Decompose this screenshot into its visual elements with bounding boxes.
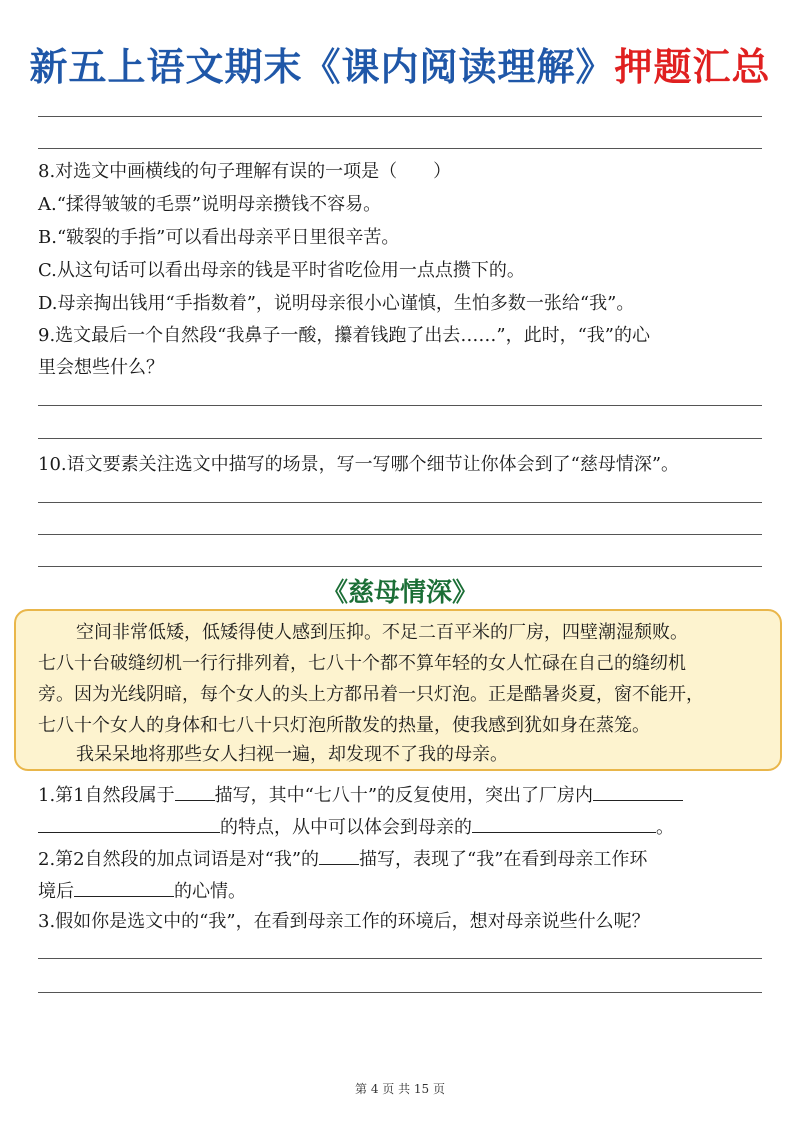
q8-option-d: D.母亲掏出钱用“手指数着”，说明母亲很小心谨慎，生怕多数一张给“我”。: [38, 293, 635, 314]
q2-text-d: 的心情。: [174, 881, 246, 902]
q1-line2: [38, 814, 674, 840]
q8-option-c: C.从这句话可以看出母亲的钱是平时省吃俭用一点点攒下的。: [38, 260, 525, 281]
answer-line[interactable]: [38, 566, 762, 567]
q9-stem-line1: 9.选文最后一个自然段“我鼻子一酸，攥着钱跑了出去……”，此时，“我”的心: [38, 325, 650, 346]
passage-line: 七八十个女人的身体和七八十只灯泡所散发的热量，使我感到犹如身在蒸笼。: [38, 715, 650, 736]
fill-blank[interactable]: [175, 782, 215, 801]
answer-line[interactable]: [38, 992, 762, 993]
q2-text-c: 境后: [38, 881, 74, 902]
passage-box: [14, 609, 782, 771]
q1-text-b: 描写，其中“七八十”的反复使用，突出了厂房内: [214, 785, 594, 806]
q1-text-d: 。: [656, 817, 674, 838]
answer-line[interactable]: [38, 502, 762, 503]
fill-blank[interactable]: [472, 814, 656, 833]
q2-text-b: 描写，表现了“我”在看到母亲工作环: [359, 849, 648, 870]
q2-text-a: 2.第2自然段的加点词语是对“我”的: [38, 849, 320, 870]
q9-stem-line2: 里会想些什么？: [38, 357, 164, 378]
q1-line1: [38, 782, 683, 808]
q2-line2: [38, 878, 246, 904]
q3-stem: 3.假如你是选文中的“我”，在看到母亲工作的环境后，想对母亲说些什么呢？: [38, 911, 650, 932]
answer-line[interactable]: [38, 116, 762, 117]
passage-line: 七八十台破缝纫机一行行排列着，七八十个都不算年轻的女人忙碌在自己的缝纫机: [38, 653, 686, 674]
q1-text-c: 的特点，从中可以体会到母亲的: [220, 817, 472, 838]
title-part-summary: 押题汇总: [614, 45, 771, 89]
page-title: [0, 36, 800, 91]
answer-line[interactable]: [38, 405, 762, 406]
passage-line: 旁。因为光线阴暗，每个女人的头上方都吊着一只灯泡。正是酷暑炎夏，窗不能开，: [38, 684, 704, 705]
fill-blank[interactable]: [593, 782, 683, 801]
passage-title: 《慈母情深》: [321, 578, 478, 608]
q8-option-a: A.“揉得皱皱的毛票”说明母亲攒钱不容易。: [38, 194, 382, 215]
q8-stem: 8.对选文中画横线的句子理解有误的一项是（ ）: [38, 161, 452, 182]
passage-line: 空间非常低矮，低矮得使人感到压抑。不足二百平米的厂房，四壁潮湿颓败。: [76, 622, 688, 643]
q8-option-b: B.“皲裂的手指”可以看出母亲平日里很辛苦。: [38, 227, 400, 248]
title-part-main: 新五上语文期末: [29, 45, 303, 89]
passage-line: 我呆呆地将那些女人扫视一遍，却发现不了我的母亲。: [76, 744, 508, 765]
q10-stem: 10.语文要素关注选文中描写的场景，写一写哪个细节让你体会到了“慈母情深”。: [38, 454, 680, 475]
answer-line[interactable]: [38, 958, 762, 959]
answer-line[interactable]: [38, 534, 762, 535]
fill-blank[interactable]: [74, 878, 174, 897]
title-part-topic: 《课内阅读理解》: [302, 45, 615, 89]
q2-line1: [38, 846, 647, 872]
fill-blank[interactable]: [38, 814, 220, 833]
answer-line[interactable]: [38, 148, 762, 149]
q1-text-a: 1.第1自然段属于: [38, 785, 175, 806]
page-footer: 第 4 页 共 15 页: [355, 1082, 445, 1096]
answer-line[interactable]: [38, 438, 762, 439]
fill-blank[interactable]: [319, 846, 359, 865]
